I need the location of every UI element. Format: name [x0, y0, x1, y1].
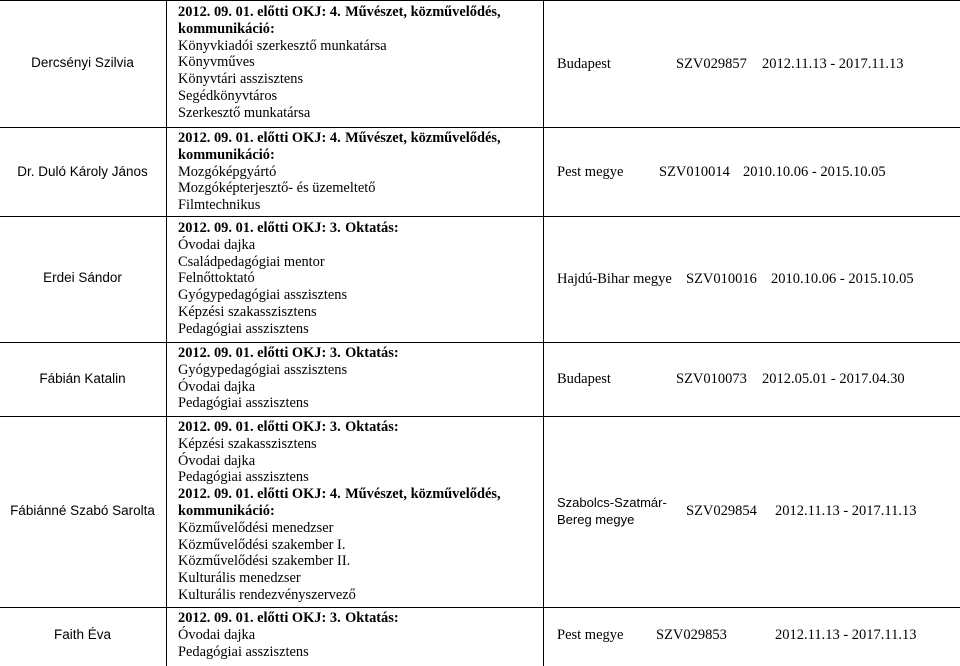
row-divider [0, 0, 960, 1]
qualification-heading-sub: kommunikáció: [178, 20, 275, 37]
qualification-list [178, 419, 538, 604]
qualification-item: Óvodai dajka [178, 626, 256, 643]
person-name: Fábiánné Szabó Sarolta [10, 503, 155, 518]
qualification-heading: 2012. 09. 01. előtti OKJ: 3. Oktatás: [178, 610, 399, 626]
registration-code: SZV029853 [656, 627, 727, 643]
qualification-item: Családpedagógiai mentor [178, 253, 325, 270]
qualification-list [178, 4, 538, 122]
region: Hajdú-Bihar megye [557, 271, 672, 287]
registration-code: SZV010016 [686, 271, 757, 287]
column-divider [543, 0, 544, 666]
region: Szabolcs-Szatmár-Bereg megye [557, 495, 667, 527]
validity-period: 2012.11.13 - 2017.11.13 [775, 627, 917, 643]
qualification-item: Pedagógiai asszisztens [178, 395, 309, 412]
qualification-item: Közművelődési menedzser [178, 519, 334, 536]
qualification-list [178, 220, 538, 338]
row-divider [0, 416, 960, 417]
registration-code: SZV029854 [686, 503, 757, 519]
qualification-item: Kulturális rendezvényszervező [178, 586, 356, 603]
qualification-item: Gyógypedagógiai asszisztens [178, 287, 348, 304]
qualification-item: Képzési szakasszisztens [178, 303, 317, 320]
row-divider [0, 127, 960, 128]
validity-period: 2010.10.06 - 2015.10.05 [743, 164, 886, 180]
qualification-list [178, 130, 538, 214]
validity-period: 2010.10.06 - 2015.10.05 [771, 271, 914, 287]
qualification-item: Felnőttoktató [178, 270, 255, 287]
row-divider [0, 342, 960, 343]
qualification-item: Óvodai dajka [178, 236, 256, 253]
qualification-item: Mozgóképgyártó [178, 163, 277, 180]
person-name: Dr. Duló Károly János [17, 164, 148, 179]
qualification-heading: 2012. 09. 01. előtti OKJ: 4. Művészet, közművelődés, [178, 486, 501, 503]
qualification-heading-sub: kommunikáció: [178, 502, 275, 519]
validity-period: 2012.11.13 - 2017.11.13 [775, 503, 917, 519]
row-divider [0, 216, 960, 217]
qualification-heading: 2012. 09. 01. előtti OKJ: 4. Művészet, közművelődés, [178, 130, 501, 146]
region: Budapest [557, 56, 611, 72]
qualification-item: Képzési szakasszisztens [178, 435, 317, 452]
qualification-item: Mozgóképterjesztő- és üzemeltető [178, 180, 376, 197]
qualification-item: Pedagógiai asszisztens [178, 643, 309, 660]
registration-code: SZV029857 [676, 56, 747, 72]
qualification-heading: 2012. 09. 01. előtti OKJ: 3. Oktatás: [178, 345, 399, 361]
qualification-item: Szerkesztő munkatársa [178, 104, 311, 121]
column-divider [166, 0, 167, 666]
qualification-item: Óvodai dajka [178, 378, 256, 395]
qualification-item: Gyógypedagógiai asszisztens [178, 361, 348, 378]
qualification-item: Óvodai dajka [178, 452, 256, 469]
qualification-list [178, 610, 538, 660]
row-divider [0, 607, 960, 608]
person-name: Faith Éva [53, 627, 112, 642]
region: Budapest [557, 371, 611, 387]
qualification-heading: 2012. 09. 01. előtti OKJ: 4. Művészet, közművelődés, [178, 4, 501, 20]
qualification-heading: 2012. 09. 01. előtti OKJ: 3. Oktatás: [178, 220, 399, 236]
qualification-item: Kulturális menedzser [178, 570, 301, 587]
person-name: Erdei Sándor [43, 270, 122, 285]
registration-code: SZV010073 [676, 371, 747, 387]
qualification-list [178, 345, 538, 412]
qualification-item: Közművelődési szakember II. [178, 553, 351, 570]
person-name: Dercsényi Szilvia [31, 55, 134, 70]
qualification-heading-sub: kommunikáció: [178, 146, 275, 163]
person-name: Fábián Katalin [39, 371, 126, 386]
qualification-heading: 2012. 09. 01. előtti OKJ: 3. Oktatás: [178, 419, 399, 435]
registration-code: SZV010014 [659, 164, 730, 180]
validity-period: 2012.11.13 - 2017.11.13 [762, 56, 904, 72]
qualification-item: Pedagógiai asszisztens [178, 320, 309, 337]
qualification-item: Könyvkiadói szerkesztő munkatársa [178, 37, 387, 54]
qualification-item: Könyvtári asszisztens [178, 71, 304, 88]
qualification-item: Filmtechnikus [178, 197, 261, 214]
qualification-item: Közművelődési szakember I. [178, 536, 346, 553]
qualification-item: Könyvműves [178, 54, 255, 71]
qualification-item: Segédkönyvtáros [178, 87, 278, 104]
validity-period: 2012.05.01 - 2017.04.30 [762, 371, 905, 387]
qualification-item: Pedagógiai asszisztens [178, 469, 309, 486]
region: Pest megye [557, 164, 624, 180]
region: Pest megye [557, 627, 624, 643]
